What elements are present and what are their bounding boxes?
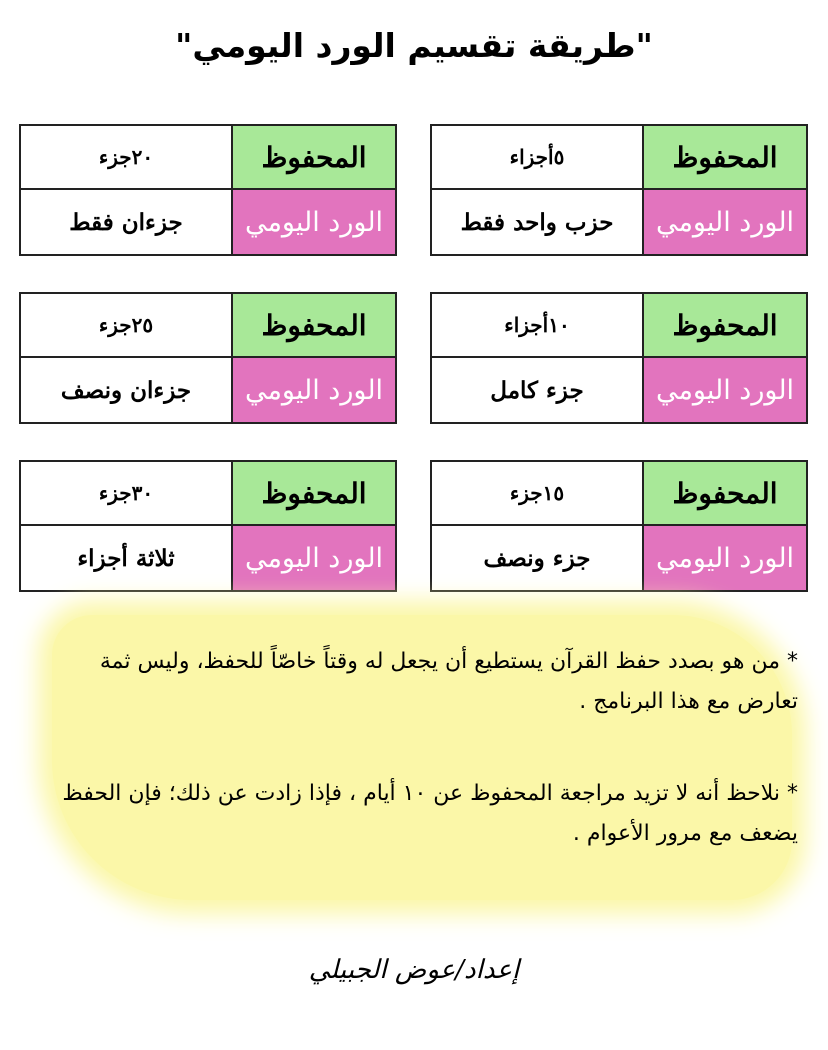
memorized-value: ٥أجزاء — [432, 126, 642, 190]
division-table — [19, 460, 397, 592]
page-title: "طريقة تقسيم الورد اليومي" — [175, 26, 653, 65]
author-credit: إعداد/عوض الجبيلي — [308, 955, 520, 985]
note-text: * نلاحظ أنه لا تزيد مراجعة المحفوظ عن ١٠ أيام ، فإذا زادت عن ذلك؛ فإن الحفظ يضعف مع مرور الأعوام . — [62, 781, 798, 846]
daily-label: الورد اليومي — [642, 190, 806, 254]
memorized-label: المحفوظ — [642, 294, 806, 358]
division-table — [430, 460, 808, 592]
daily-value: جزءان فقط — [69, 208, 183, 236]
memorized-label: المحفوظ — [231, 126, 395, 190]
daily-value: جزء كامل — [490, 376, 584, 404]
tables-grid — [24, 124, 808, 592]
memorized-label: المحفوظ — [231, 462, 395, 526]
memorized-label: المحفوظ — [642, 126, 806, 190]
memorized-value: ٢٠جزء — [21, 126, 231, 190]
memorized-label: المحفوظ — [642, 462, 806, 526]
memorized-value: ٢٥جزء — [21, 294, 231, 358]
memorized-value: ١٠أجزاء — [432, 294, 642, 358]
note-text: * من هو بصدد حفظ القرآن يستطيع أن يجعل له وقتاً خاصّاً للحفظ، وليس ثمة تعارض مع هذا البرنامج . — [99, 649, 798, 714]
daily-label: الورد اليومي — [642, 358, 806, 422]
daily-label: الورد اليومي — [642, 526, 806, 590]
memorized-label: المحفوظ — [231, 294, 395, 358]
memorized-value: ٣٠جزء — [21, 462, 231, 526]
daily-label: الورد اليومي — [231, 358, 395, 422]
daily-value: جزء ونصف — [483, 544, 591, 572]
daily-value: ثلاثة أجزاء — [77, 544, 175, 572]
division-table — [19, 292, 397, 424]
division-table — [19, 124, 397, 256]
daily-value: جزءان ونصف — [60, 376, 192, 404]
division-table — [430, 124, 808, 256]
daily-label: الورد اليومي — [231, 526, 395, 590]
division-table — [430, 292, 808, 424]
daily-value: حزب واحد فقط — [460, 208, 614, 236]
daily-label: الورد اليومي — [231, 190, 395, 254]
memorized-value: ١٥جزء — [432, 462, 642, 526]
